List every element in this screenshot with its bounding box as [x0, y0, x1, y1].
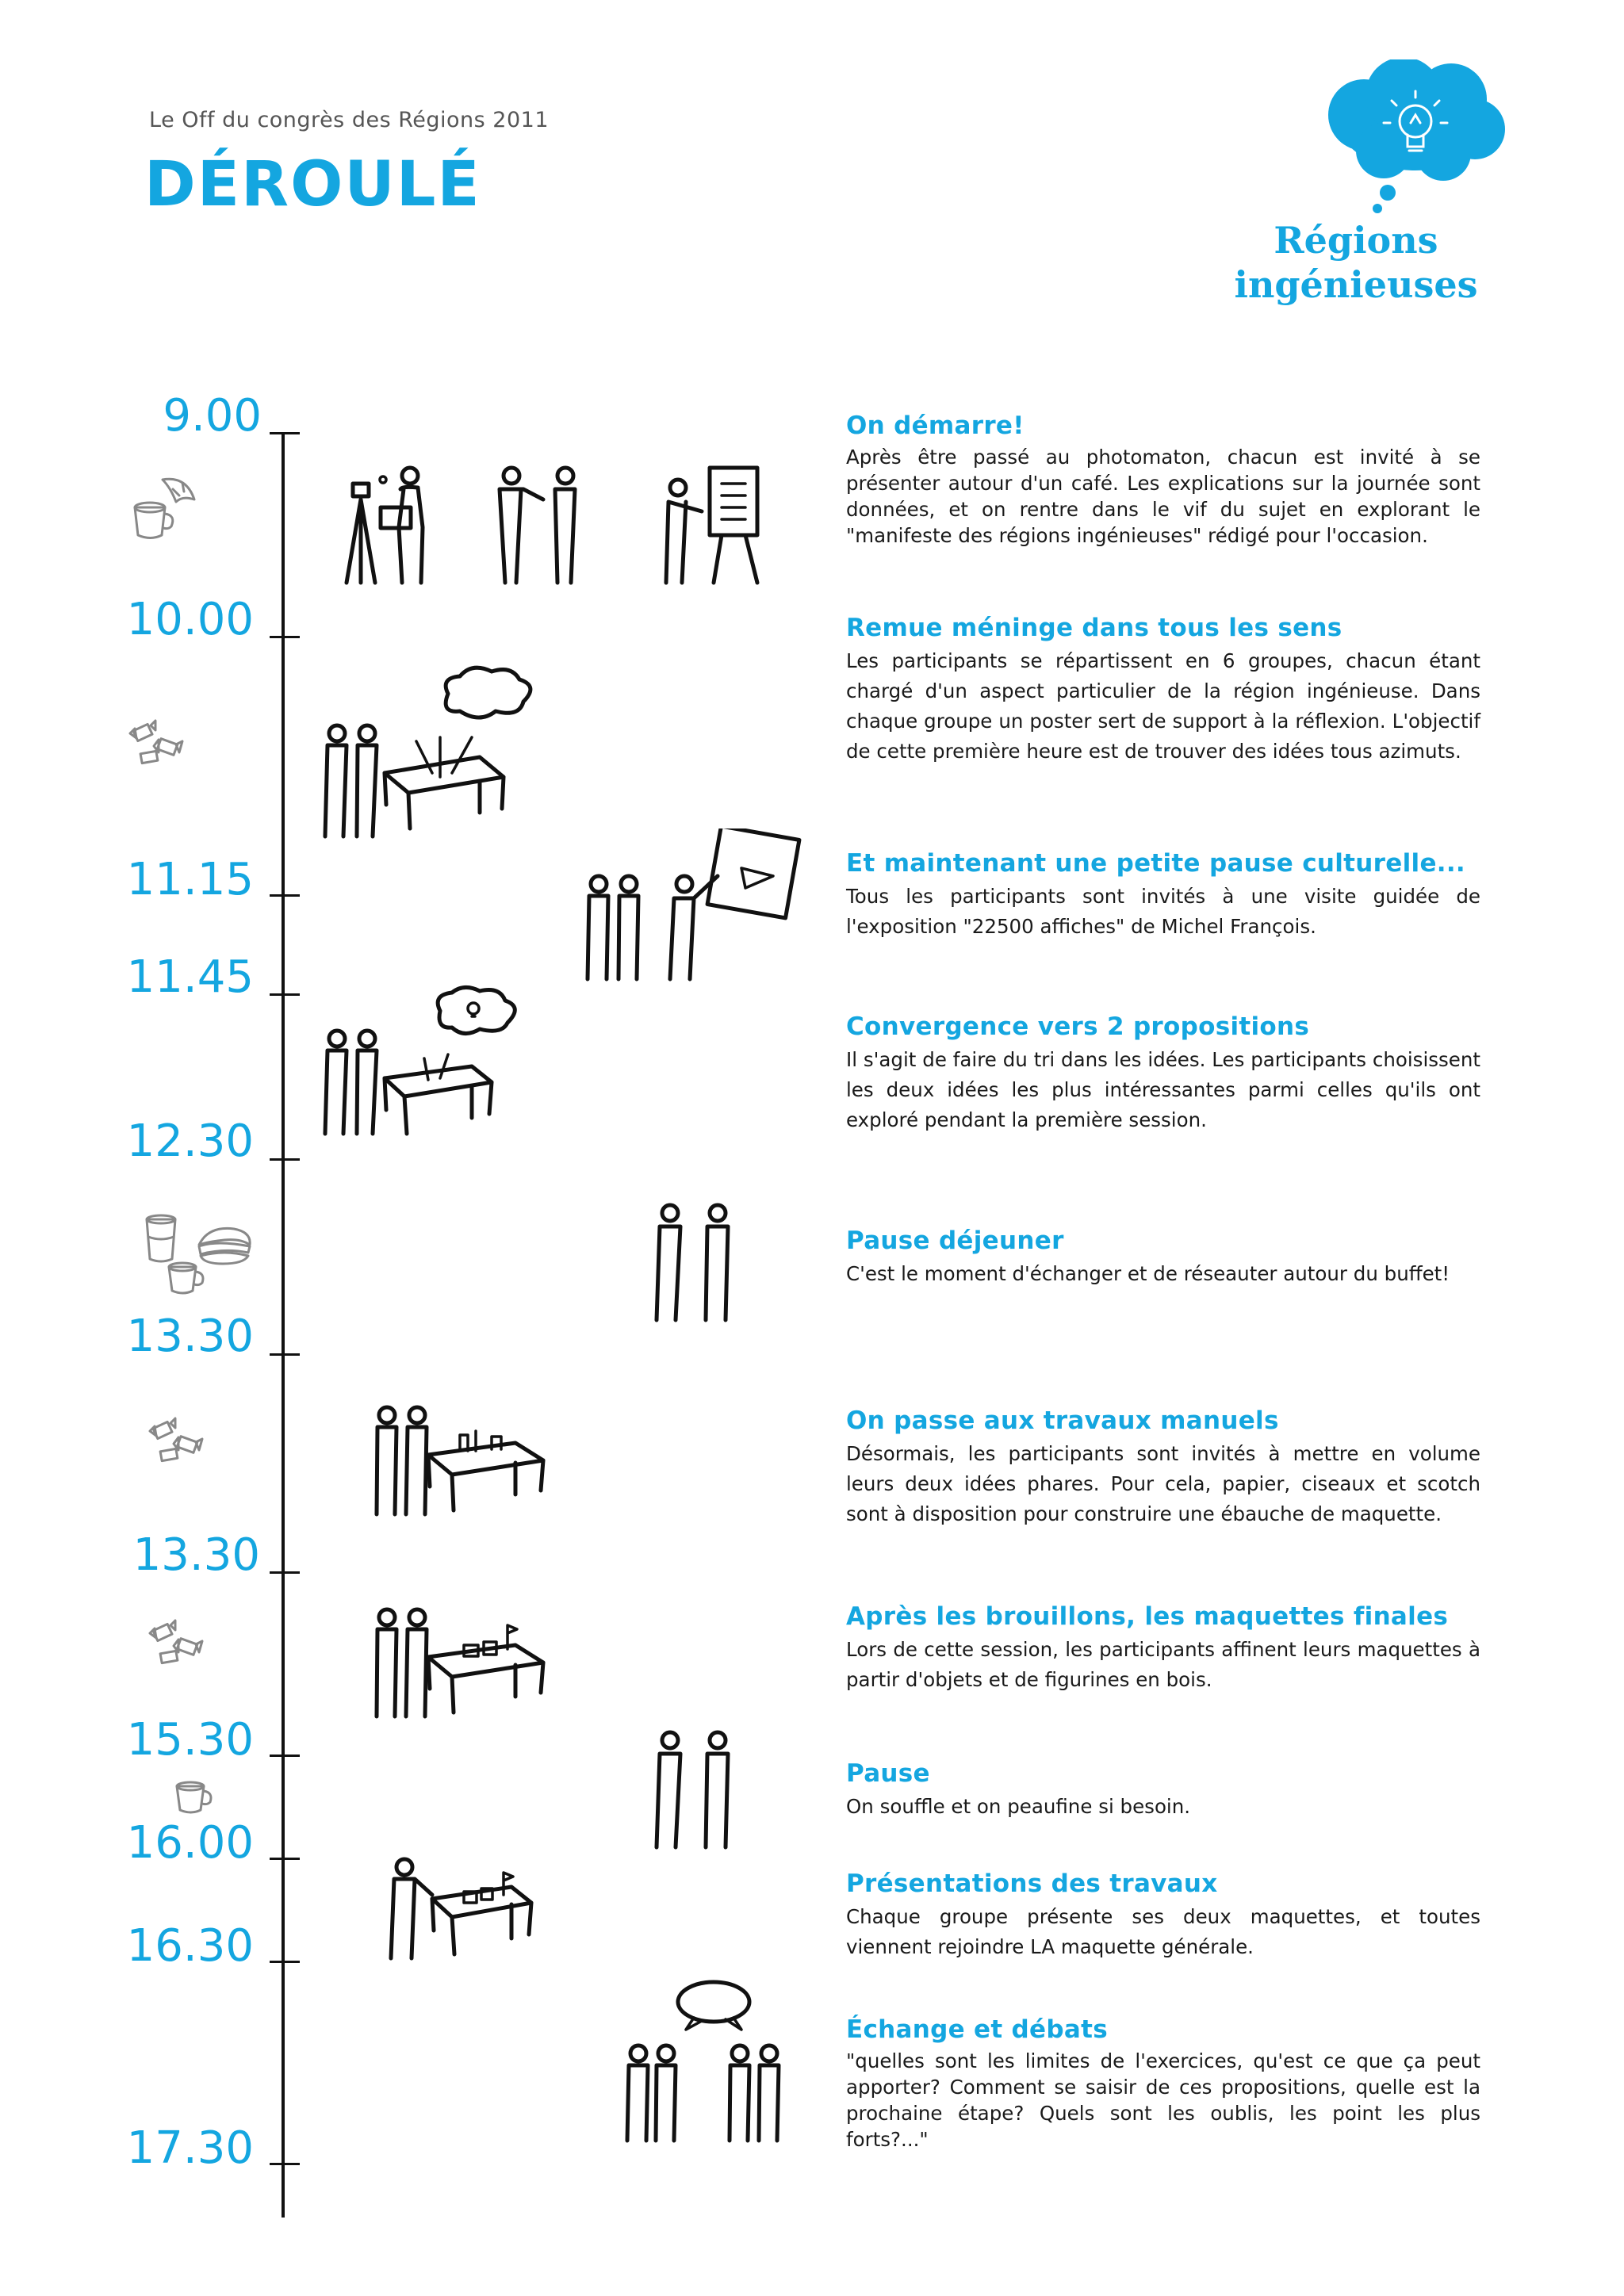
session-description: Il s'agit de faire du tri dans les idées. Les participants choisissent les deux idées les plus intéressantes parmi celles qu'ils ont exploré pendant la première session. — [846, 1048, 1480, 1131]
time-label: 17.30 — [126, 2122, 254, 2174]
timeline-tick — [270, 1158, 300, 1161]
candy-icon — [127, 718, 190, 773]
debate-illustration — [622, 1978, 805, 2145]
brainstorm-scene-illustration — [321, 662, 559, 844]
session-block — [846, 613, 1480, 767]
session-title: On démarre! — [846, 411, 1025, 440]
session-description: Tous les participants sont invités à une visite guidée de l'exposition "22500 affiches" de Michel François. — [846, 885, 1480, 938]
coffee-cup-icon — [170, 1780, 226, 1820]
exhibition-visit-illustration — [583, 828, 805, 987]
session-description: Après être passé au photomaton, chacun est invité à se présenter autour d'un café. Les explications sur la journée sont données, et on rentre dans le vif du sujet en explorant le "manifeste des régions ingénieuses" rédigé pour l'occasion. — [846, 446, 1480, 547]
time-label: 13.30 — [126, 1311, 254, 1362]
event-subtitle: Le Off du congrès des Régions 2011 — [149, 108, 550, 132]
convergence-scene-illustration — [321, 983, 543, 1142]
session-title: On passe aux travaux manuels — [846, 1406, 1279, 1435]
timeline-tick — [270, 1961, 300, 1963]
final-models-illustration — [373, 1605, 555, 1724]
session-block — [846, 1869, 1480, 1962]
session-title: Convergence vers 2 propositions — [846, 1012, 1310, 1041]
session-title: Pause déjeuner — [846, 1226, 1064, 1255]
time-label: 13.30 — [132, 1529, 260, 1581]
page-title: DÉROULÉ — [144, 149, 481, 220]
time-label: 15.30 — [126, 1714, 254, 1766]
timeline-axis — [282, 432, 285, 2218]
time-label: 9.00 — [163, 390, 262, 442]
session-description: C'est le moment d'échanger et de réseauter autour du buffet! — [846, 1262, 1450, 1285]
time-label: 10.00 — [126, 594, 254, 645]
time-label: 11.45 — [126, 951, 254, 1003]
photomaton-scene-illustration — [329, 464, 773, 591]
time-label: 16.30 — [126, 1920, 254, 1972]
coffee-cup-icon — [127, 499, 190, 547]
timeline-tick — [270, 894, 300, 897]
session-block — [846, 1012, 1480, 1135]
session-title: Présentations des travaux — [846, 1869, 1218, 1898]
session-description: Les participants se répartissent en 6 groupes, chacun étant chargé d'un aspect particulier de la région ingénieuse. Dans chaque groupe un poster sert de support à la réflexion. L'objectif de cette première heure est de trouver des idées tous azimuts. — [846, 649, 1480, 763]
session-description: On souffle et on peaufine si besoin. — [846, 1795, 1191, 1818]
session-title: Remue méninge dans tous les sens — [846, 614, 1342, 642]
logo-line-2: ingénieuses — [1234, 263, 1478, 306]
logo-line-1: Régions — [1274, 219, 1438, 262]
timeline-tick — [270, 1858, 300, 1860]
session-block — [846, 1226, 1480, 1289]
presentation-illustration — [385, 1855, 543, 1966]
lightbulb-cloud-icon — [1312, 59, 1519, 218]
session-block — [846, 411, 1480, 549]
session-description: Chaque groupe présente ses deux maquettes, et toutes viennent rejoindre LA maquette générale. — [846, 1905, 1480, 1958]
timeline-tick — [270, 2163, 300, 2165]
logo-text — [1205, 218, 1507, 307]
session-block — [846, 2015, 1480, 2152]
time-label: 11.15 — [126, 854, 254, 905]
session-description: Désormais, les participants sont invités à mettre en volume leurs deux idées phares. Pour cela, papier, ciseaux et scotch sont à disposition pour construire une ébauche de maquette. — [846, 1442, 1480, 1525]
session-block — [846, 1601, 1480, 1695]
timeline-tick — [270, 1353, 300, 1356]
session-description: Lors de cette session, les participants affinent leurs maquettes à partir d'objets et de figurines en bois. — [846, 1638, 1480, 1691]
pause-people-illustration — [642, 1728, 745, 1855]
session-block — [846, 1406, 1480, 1529]
session-title: Après les brouillons, les maquettes finales — [846, 1602, 1449, 1631]
session-block — [846, 1758, 1480, 1822]
timeline-tick — [270, 432, 300, 434]
coffee-cup-icon — [163, 1261, 218, 1300]
timeline-tick — [270, 1571, 300, 1574]
session-block — [846, 848, 1480, 942]
session-description: "quelles sont les limites de l'exercices, qu'est ce que ça peut apporter? Comment se saisir de ces propositions, quelle est la prochaine étape? Quels sont les oublis, les point les plus forts?..." — [846, 2049, 1480, 2151]
manual-work-illustration — [373, 1403, 555, 1522]
candy-icon — [147, 1415, 210, 1471]
timeline-tick — [270, 636, 300, 638]
session-title: Et maintenant une petite pause culturelle... — [846, 849, 1465, 878]
time-label: 12.30 — [126, 1115, 254, 1167]
candy-icon — [147, 1617, 210, 1673]
session-title: Échange et débats — [846, 2015, 1108, 2044]
time-label: 16.00 — [126, 1817, 254, 1869]
session-title: Pause — [846, 1759, 930, 1788]
timeline-tick — [270, 1755, 300, 1757]
timeline-tick — [270, 993, 300, 996]
lunch-people-illustration — [642, 1201, 745, 1328]
